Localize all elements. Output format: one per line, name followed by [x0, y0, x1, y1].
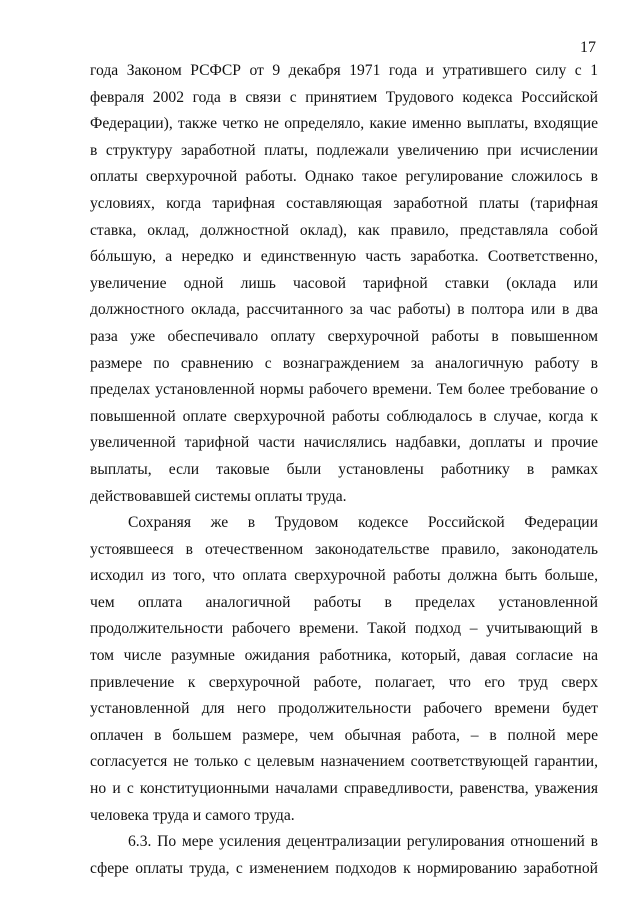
text-line: но и с конституционными началами справедливости, равенства, уважения — [90, 780, 598, 798]
text-line: повышенной оплате сверхурочной работы соблюдалось в случае, когда к — [90, 407, 598, 425]
text-line: установленной для него продолжительности рабочего времени будет — [90, 700, 598, 718]
text-line: раза уже обеспечивало оплату сверхурочной работы в повышенном — [90, 327, 598, 345]
text-line: согласуется не только с целевым назначением соответствующей гарантии, — [90, 753, 598, 771]
text-line: 6.3. По мере усиления децентрализации регулирования отношений в — [128, 833, 598, 851]
text-line: пределах установленной нормы рабочего времени. Тем более требование о — [90, 381, 598, 399]
text-line: Федерации), также четко не определяло, какие именно выплаты, входящие — [90, 115, 598, 133]
text-line: увеличенной тарифной части начислялись надбавки, доплаты и прочие — [90, 434, 598, 452]
text-line: исходил из того, что оплата сверхурочной работы должна быть больше, — [90, 567, 598, 585]
text-line: сфере оплаты труда, с изменением подходов к нормированию заработной — [90, 859, 598, 877]
page-number: 17 — [580, 39, 596, 56]
text-line: продолжительности рабочего времени. Такой подход – учитывающий в — [90, 620, 598, 638]
text-line: чем оплата аналогичной работы в пределах установленной — [90, 593, 598, 611]
text-line: человека труда и самого труда. — [90, 806, 295, 824]
text-line: бóльшую, а нередко и единственную часть заработка. Соответственно, — [90, 248, 598, 266]
text-line: года Законом РСФСР от 9 декабря 1971 года и утратившего силу с 1 — [90, 62, 598, 79]
text-line: в структуру заработной платы, подлежали увеличению при исчислении — [90, 141, 598, 159]
text-line: Сохраняя же в Трудовом кодексе Российской Федерации — [128, 514, 598, 532]
text-line: действовавшей системы оплаты труда. — [90, 487, 347, 505]
text-line: ставка, оклад, должностной оклад), как правило, представляла собой — [90, 221, 598, 239]
text-line: устоявшееся в отечественном законодательстве правило, законодатель — [90, 540, 598, 558]
text-line: размере по сравнению с вознаграждением за аналогичную работу в — [90, 354, 598, 372]
text-line: оплаты сверхурочной работы. Однако такое регулирование сложилось в — [90, 168, 598, 186]
text-line: выплаты, если таковые были установлены работнику в рамках — [90, 460, 598, 478]
text-line: февраля 2002 года в связи с принятием Трудового кодекса Российской — [90, 88, 598, 106]
text-line: должностного оклада, рассчитанного за час работы) в полтора или в два — [90, 301, 598, 319]
text-line: оплачен в большем размере, чем обычная работа, – в полной мере — [90, 726, 598, 744]
text-line: том числе разумные ожидания работника, который, давая согласие на — [90, 647, 598, 665]
body-text — [90, 58, 598, 882]
text-line: условиях, когда тарифная составляющая заработной платы (тарифная — [90, 194, 598, 212]
text-line: увеличение одной лишь часовой тарифной ставки (оклада или — [90, 274, 598, 292]
text-line: привлечение к сверхурочной работе, полагает, что его труд сверх — [90, 673, 598, 691]
